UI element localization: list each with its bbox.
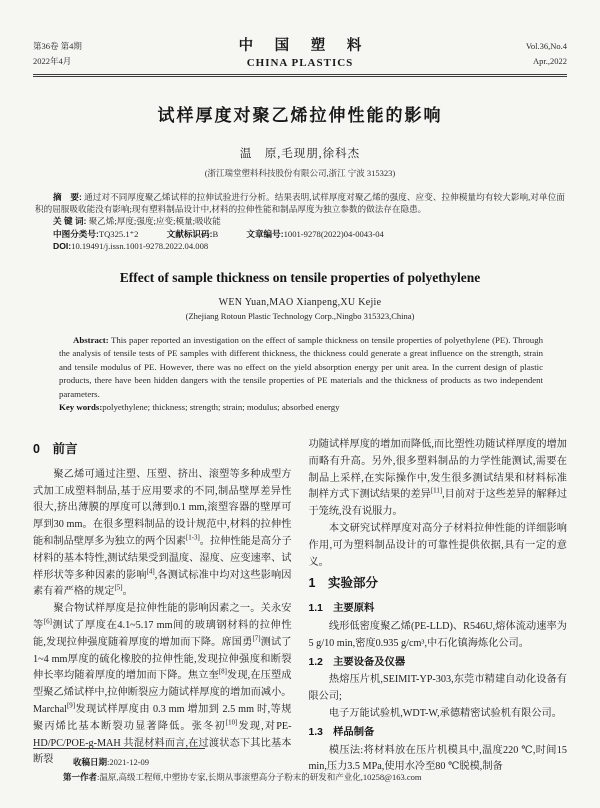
- doc-code-value: B: [212, 228, 219, 239]
- column-left: [33, 437, 292, 776]
- section-heading-experiment: 1 实验部分: [308, 576, 378, 591]
- abstract-en: [59, 334, 543, 402]
- journal-name-cn: 中 国 塑 料: [238, 38, 371, 54]
- classification-line: [35, 229, 565, 241]
- clc-group: [53, 229, 138, 239]
- abstract-label-en: Abstract:: [73, 334, 109, 345]
- doc-code-group: [167, 229, 219, 239]
- abstract-block-zh: [35, 192, 565, 253]
- clc-label: 中图分类号:: [53, 228, 99, 239]
- subsection-heading-materials: 1.1 主要原料: [308, 603, 375, 615]
- keywords-en: [59, 401, 543, 415]
- first-author-line: [33, 770, 567, 785]
- received-date-line: [33, 755, 567, 770]
- abstract-text-zh: 通过对不同厚度聚乙烯试样的拉伸试验进行分析。结果表明,试样厚度对聚乙烯的强度、应变、拉伸模量均有较大影响,对单位面积的屈服吸收能没有影响;现有塑料制品设计中,材料的拉伸性能和制品厚度为独立参数的做法存在隐患。: [35, 192, 565, 214]
- intro-paragraph-2-continued: 功随试样厚度的增加而降低,而比塑性功随试样厚度的增加而略有升高。另外,很多塑料制品的力学性能测试,需要在制品上采样,在实际操作中,发生很多测试结果和材料标准制样方式下测试结果的差异[11],目前对于这些差异的解释过于笼统,没有说服力。: [308, 438, 568, 518]
- keywords-zh: [35, 216, 565, 228]
- subsection-heading-preparation: 1.3 样品制备: [308, 726, 375, 738]
- intro-paragraph-2: 聚合物试样厚度是拉伸性能的影响因素之一。关永安等[6]测试了厚度在4.1~5.17 mm间的玻璃钢材料的拉伸性能,发现拉伸强度随着厚度的增加而下降。席国勇[7]测试了1~4 mm厚度的硫化橡胶的拉伸性能,发现拉伸强度和断裂伸长率均随着厚度的增加而下降。焦立奎[8]发现,在压塑成型聚乙烯试样中,拉伸断裂应力随试样厚度的增加而减小。Marchal[9]发现试样厚度由 0.3 mm 增加到 2.5 mm 时,等规聚丙烯比基本断裂功显著降低。张冬初[10]发现,对PE-HD/PC/POE-g-MAH 共混材料而言,在过渡状态下其比基本断裂: [33, 603, 292, 766]
- first-page-footnote: [33, 748, 567, 784]
- journal-name-en: CHINA PLASTICS: [246, 57, 354, 69]
- section-heading-intro: 0 前言: [33, 441, 78, 456]
- abstract-label-zh: 摘 要:: [53, 192, 82, 202]
- header-volume-issue-cn: [33, 39, 230, 69]
- clc-value: TQ325.1⁺2: [98, 228, 139, 239]
- journal-header: [33, 34, 567, 69]
- date-en: Apr.,2022: [533, 56, 567, 66]
- received-date-value: :2021-12-09: [107, 757, 150, 767]
- body-columns: [33, 437, 567, 776]
- affiliation-en: (Zhejiang Rotoun Plastic Technology Corp.,Ningbo 315323,China): [185, 310, 415, 321]
- first-author-label: 第一作者: [63, 771, 98, 782]
- equipment-paragraph-1: 热熔压片机,SEIMIT-YP-303,东莞市精建自动化设备有限公司;: [308, 674, 567, 703]
- equipment-paragraph-2: 电子万能试验机,WDT-W,承德精密试验机有限公司。: [328, 707, 562, 719]
- affiliation-zh: (浙江瑞堂塑料科技股份有限公司,浙江 宁波 315323): [204, 168, 396, 178]
- intro-paragraph-1: 聚乙烯可通过注塑、压塑、挤出、滚塑等多种成型方式加工成塑料制品,基于应用要求的不同,制品壁厚差异性很大,挤出薄膜的厚度可以薄到0.1 mm,滚塑容器的壁厚可厚到30 mm。在很多塑料制品的设计规范中,材料的拉伸性能和制品壁厚多为独立的两个因素[1-3]。拉伸性能是高分子材料的基本特性,测试结果受到温度、湿度、应变速率、试样形状等多种因素的影响[4],各测试标准中均对这些影响因素有着严格的规定[5]。: [33, 468, 292, 598]
- subsection-heading-equipment: 1.2 主要设备及仪器: [308, 656, 406, 668]
- keywords-label-zh: 关 键 词:: [53, 216, 87, 227]
- abstract-zh: [35, 192, 565, 215]
- article-id-group: [246, 229, 384, 239]
- volume-issue-cn: 第36卷 第4期: [33, 41, 82, 51]
- materials-paragraph: 线形低密度聚乙烯(PE-LLD)、R546U,熔体流动速率为5 g/10 min,密度0.935 g/cm³,中石化镇海炼化公司。: [308, 620, 567, 649]
- received-date-label: 收稿日期: [73, 757, 108, 767]
- doc-code-label: 文献标识码:: [166, 228, 213, 239]
- article-id-value: 1001-9278(2022)04-0043-04: [283, 228, 384, 239]
- journal-name-block: [230, 34, 371, 69]
- keywords-text-en: polyethylene; thickness; strength; strain; modulus; absorbed energy: [102, 402, 340, 413]
- intro-paragraph-3: 本文研究试样厚度对高分子材料拉伸性能的详细影响作用,可为塑料制品设计的可靠性提供依据,具有一定的意义。: [308, 522, 567, 568]
- volume-issue-en: Vol.36,No.4: [525, 41, 567, 51]
- date-cn: 2022年4月: [33, 56, 72, 66]
- header-volume-issue-en: [370, 39, 567, 69]
- doi-line: [35, 241, 565, 253]
- authors-zh: 温 原,毛现朋,徐科杰: [239, 148, 361, 160]
- paper-title-zh: 试样厚度对聚乙烯拉伸性能的影响: [157, 106, 443, 125]
- abstract-text-en: This paper reported an investigation on the effect of sample thickness on tensile properties of polyethylene (PE). Through the analysis of tensile tests of PE samples with different thickness, the thickness could generate a great influence on the strength, strain and tensile modulus of PE. However, there was no effect on the yield absorption energy per unit area. In the current design of plastic products, there have been hidden dangers with the tensile properties of PE materials and the thickness of products as two independent parameters.: [59, 334, 543, 399]
- keywords-label-en: Key words:: [59, 402, 103, 413]
- authors-en: WEN Yuan,MAO Xianpeng,XU Kejie: [218, 296, 382, 308]
- column-right: [309, 437, 568, 776]
- keywords-text-zh: 聚乙烯;厚度;强度;应变;模量;吸收能: [88, 216, 221, 227]
- paper-title-en: Effect of sample thickness on tensile properties of polyethylene: [119, 269, 481, 285]
- doi-value: 10.19491/j.issn.1001-9278.2022.04.008: [71, 241, 209, 252]
- abstract-block-en: [59, 334, 543, 415]
- doi-label: DOI:: [53, 241, 72, 252]
- article-id-label: 文章编号:: [246, 228, 284, 239]
- preparation-paragraph: 模压法:将材料放在压片机模具中,温度220 ℃,时间15 min,压力3.5 MPa,使用水冷至80 ℃脱模,制备: [308, 744, 567, 773]
- footnote-rule: [33, 748, 205, 749]
- first-author-value: :温原,高级工程师,中塑协专家,长期从事滚塑高分子粉末的研发和产业化,10258@163.com: [97, 771, 422, 782]
- header-double-rule: [33, 74, 567, 77]
